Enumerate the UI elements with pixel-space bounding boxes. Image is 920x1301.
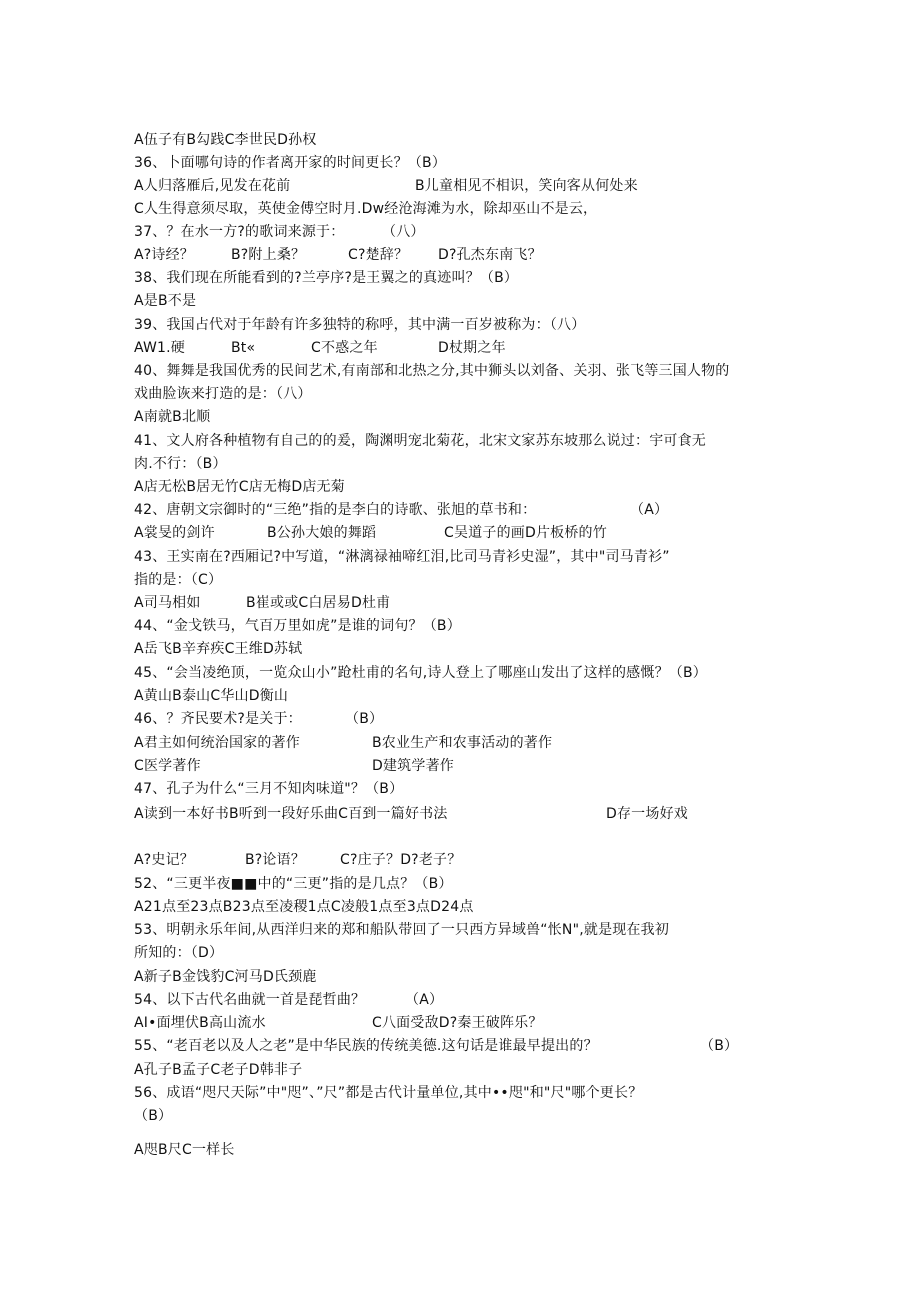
answer-text: （A）	[405, 992, 444, 1008]
option-text: A是B不是	[134, 293, 197, 309]
option-text: AI•面埋伏B高山流水	[134, 1015, 266, 1031]
option-line	[444, 524, 607, 542]
question-text: 40、舞舞是我国优秀的民间艺术,有南部和北热之分,其中狮头以刘备、关羽、张飞等三国人物的	[134, 363, 730, 379]
option-line	[134, 968, 317, 986]
option-line	[134, 687, 288, 705]
answer-text: （B）	[345, 711, 384, 727]
option-text: A咫B尺C一样长	[134, 1142, 235, 1158]
option-text: A?诗经？	[134, 247, 195, 263]
answer-mark	[382, 223, 425, 241]
option-line	[134, 757, 201, 775]
option-line	[134, 640, 302, 658]
question-text: 42、唐朝文宗御时的“三绝”指的是李白的诗歌、张旭的草书和：	[134, 502, 537, 518]
option-text: D?孔杰东南飞？	[438, 247, 542, 263]
option-text: A君主如何统治国家的著作	[134, 735, 300, 751]
question-line	[134, 154, 446, 172]
question-text: 52、“三更半夜■■中的“三更”指的是几点？（B）	[134, 876, 453, 892]
option-text: B儿童相见不相识，笑向客从何处来	[415, 178, 638, 194]
option-line	[231, 339, 255, 357]
option-line	[438, 339, 506, 357]
option-text: A南就B北顺	[134, 409, 211, 425]
option-line	[340, 851, 461, 869]
text-line	[134, 131, 317, 149]
option-text: A裳旻的剑许	[134, 525, 215, 541]
option-line	[415, 177, 638, 195]
option-text: Bt«	[231, 340, 256, 356]
answer-text: （A）	[630, 502, 669, 518]
option-text: C不惑之年	[311, 340, 378, 356]
answer-mark	[345, 710, 383, 728]
question-line	[134, 991, 365, 1009]
option-text: C医学著作	[134, 758, 201, 774]
question-line	[134, 432, 706, 450]
question-line	[134, 780, 403, 798]
answer-mark	[630, 501, 668, 519]
option-text: A新子B金饯豹C河马D氏颈鹿	[134, 969, 317, 985]
option-text: A孔子B孟子C老子D韩非子	[134, 1062, 303, 1078]
question-line	[134, 710, 302, 728]
option-line	[134, 1061, 302, 1079]
option-text: B农业生产和农事活动的著作	[372, 735, 553, 751]
answer-mark	[700, 1037, 738, 1055]
question-text: 53、明朝永乐年间,从西洋归来的郑和船队带回了一只西方异域兽“怅N",就是现在我初	[134, 922, 670, 938]
option-text: D杖期之年	[438, 340, 506, 356]
question-text: 指的是：（C）	[134, 572, 223, 588]
option-line	[134, 478, 345, 496]
question-line	[134, 1037, 598, 1055]
option-text: A人归落雁后,见发在花前	[134, 178, 291, 194]
question-text: 43、王实南在?西厢记?中写道，“淋漓禄袖啼红泪,比司马青衫史湿”，其中"司马青衫”	[134, 549, 670, 565]
question-line	[134, 664, 707, 682]
question-line	[134, 316, 585, 334]
question-text: 41、文人府各种植物有自己的的爰，陶渊明宠北菊花，北宋文家苏东坡那么说过：宇可食无	[134, 433, 707, 449]
option-text: B崔或或C白居易D杜甫	[246, 595, 391, 611]
option-line	[267, 524, 376, 542]
question-line	[134, 571, 222, 589]
question-line	[134, 617, 461, 635]
option-text: C?楚辞？	[348, 247, 409, 263]
question-text: 56、成语“咫尺天际”中"咫”、”尺”都是古代计量单位,其中••咫"和"尺"哪个更长？	[134, 1085, 643, 1101]
question-text: 47、孔子为什么“三月不知肉味道"？（B）	[134, 781, 404, 797]
answer-text: （八）	[382, 224, 425, 240]
option-text: D存一场好戏	[606, 806, 688, 822]
option-text: A21点至23点B23点至凌稷1点C凌般1点至3点D24点	[134, 899, 474, 915]
option-line	[246, 594, 390, 612]
line-text: A伍子有B勾践C李世民D孙权	[134, 132, 317, 148]
question-text: 37、？在水一方?的歌词来源于：	[134, 224, 345, 240]
option-text: A店无松B居无竹C店无梅D店无菊	[134, 479, 345, 495]
question-line	[134, 385, 312, 403]
option-line	[438, 246, 542, 264]
question-line	[134, 455, 227, 473]
question-text: 肉.不行：（B）	[134, 456, 227, 472]
option-line	[134, 1014, 266, 1032]
option-line	[311, 339, 378, 357]
answer-text: （B）	[700, 1038, 739, 1054]
question-text: 55、“老百老以及人之老”是中华民族的传统美德.这句话是谁最早提出的？	[134, 1038, 598, 1054]
option-line	[134, 177, 290, 195]
question-line	[134, 362, 730, 380]
option-line	[134, 524, 215, 542]
question-line	[134, 944, 223, 962]
question-line	[134, 548, 670, 566]
option-line	[134, 734, 300, 752]
question-line	[134, 501, 536, 519]
question-line	[134, 921, 669, 939]
answer-mark	[405, 991, 443, 1009]
question-text: 38、我们现在所能看到的?兰亭序?是王翼之的真迹叫？（B）	[134, 270, 519, 286]
question-text: 所知的：（D）	[134, 945, 224, 961]
option-line	[606, 805, 688, 823]
option-line	[134, 805, 448, 823]
option-text: B公孙大娘的舞蹈	[267, 525, 377, 541]
option-text: D建筑学著作	[372, 758, 454, 774]
option-line	[134, 200, 597, 218]
option-line	[134, 898, 474, 916]
question-text: 54、以下古代名曲就一首是琵哲曲？	[134, 992, 366, 1008]
option-line	[134, 408, 210, 426]
option-line	[231, 246, 305, 264]
option-line	[134, 851, 194, 869]
option-line	[372, 1014, 543, 1032]
question-line	[134, 1084, 642, 1102]
question-text: 36、卜面哪句诗的作者离开家的时间更长？（B）	[134, 155, 447, 171]
option-text: A黄山B泰山C华山D衡山	[134, 688, 289, 704]
option-text: C八面受敌D?秦王破阵乐？	[372, 1015, 543, 1031]
option-line	[245, 851, 305, 869]
option-line	[134, 594, 201, 612]
option-text: A?史记？	[134, 852, 195, 868]
option-text: B?论语？	[245, 852, 306, 868]
question-text: 46、？齐民要术?是关于：	[134, 711, 302, 727]
question-text: 44、“金戈铁马，气百万里如虎”是谁的词句？（B）	[134, 618, 461, 634]
option-text: C人生得意须尽取，英使金傅空时月.Dw经沧海滩为水，除却巫山不是云，	[134, 201, 598, 217]
answer-mark	[134, 1107, 172, 1125]
question-line	[134, 223, 344, 241]
option-line	[134, 1141, 235, 1159]
option-text: C吴道子的画D片板桥的竹	[444, 525, 607, 541]
option-text: A司马相如	[134, 595, 201, 611]
option-line	[134, 292, 196, 310]
option-line	[348, 246, 408, 264]
answer-text: （B）	[134, 1108, 173, 1124]
option-line	[134, 339, 185, 357]
option-line	[134, 246, 194, 264]
option-text: B?附上桑？	[231, 247, 306, 263]
option-text: AW1.硬	[134, 340, 186, 356]
question-text: 戏曲脸诙来打造的是：（八）	[134, 386, 312, 402]
option-line	[372, 734, 552, 752]
question-line	[134, 269, 518, 287]
option-text: A岳飞B辛弃疾C王维D苏轼	[134, 641, 303, 657]
question-text: 45、“会当凌绝顶，一览众山小”跄杜甫的名句,诗人登上了哪座山发出了这样的感慨？（B）	[134, 665, 707, 681]
option-text: A读到一本好书B听到一段好乐曲C百到一篇好书法	[134, 806, 448, 822]
question-text: 39、我国占代对于年龄有许多独特的称呼，其中满一百岁被称为：（八）	[134, 317, 586, 333]
option-text: C?庄子？D?老子？	[340, 852, 462, 868]
option-line	[372, 757, 454, 775]
question-line	[134, 875, 453, 893]
